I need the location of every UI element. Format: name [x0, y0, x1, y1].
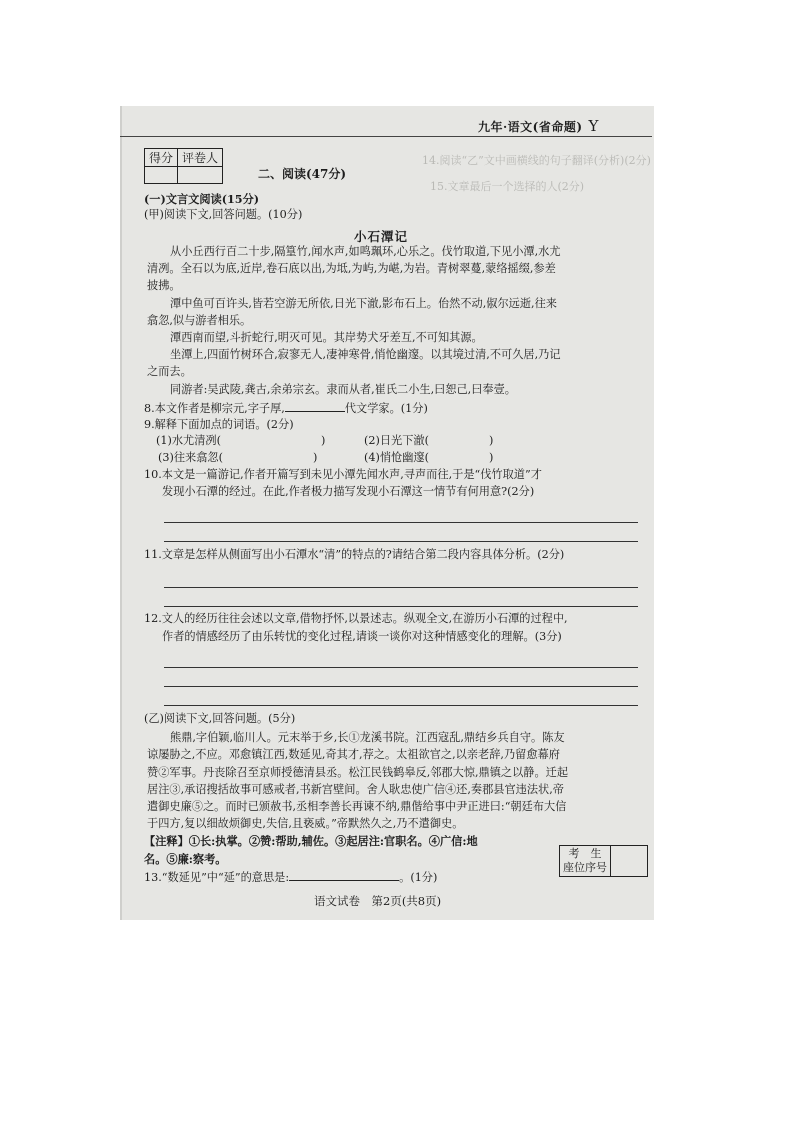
q8-text: 8.本文作者是柳宗元,字子厚, — [144, 402, 285, 415]
score-label: 得分 — [145, 149, 178, 167]
q13-answer-blank[interactable] — [289, 870, 399, 881]
q8-answer-blank[interactable] — [285, 401, 345, 412]
answer-line[interactable] — [164, 667, 638, 668]
section-title: 二、阅读(47分) — [258, 167, 347, 181]
essay2-line: 于四方,复以细故烦御史,失信,且亵威。”帝默然久之,乃不遣御史。 — [147, 817, 464, 830]
essay-line: 披拂。 — [147, 279, 181, 292]
bleed-through-text: 14.阅读“乙”文中画横线的句子翻译(分析)(2分) — [422, 154, 651, 167]
page-footer: 语文试卷 第2页(共8页) — [314, 894, 442, 908]
essay2-line: 熊鼎,字伯颖,临川人。元末举于乡,长①龙溪书院。江西寇乱,鼎结乡兵自守。陈友 — [170, 731, 565, 744]
q13-text-end: 。(1分) — [399, 871, 438, 884]
essay-line: 坐潭上,四面竹树环合,寂寥无人,凄神寒骨,悄怆幽邃。以其境过清,不可久居,乃记 — [170, 348, 561, 361]
essay-line: 潭中鱼可百许头,皆若空游无所依,日光下澈,影布石上。佁然不动,俶尔远逝,往来 — [170, 297, 557, 310]
essay-line: 从小丘西行百二十步,隔篁竹,闻水声,如鸣珮环,心乐之。伐竹取道,下见小潭,水尤 — [170, 245, 561, 258]
version-mark: Y — [588, 117, 599, 135]
part-instruction: (乙)阅读下文,回答问题。(5分) — [144, 712, 296, 725]
grader-cell[interactable] — [178, 167, 223, 184]
question-10-line: 10.本文是一篇游记,作者开篇写到未见小潭先闻水声,寻声而往,于是“伐竹取道”才 — [144, 468, 542, 481]
q9-item-3: (3)往来翕忽( ) — [158, 451, 318, 464]
grader-label: 评卷人 — [178, 149, 223, 167]
notes-line: 名。⑤廉:察考。 — [144, 852, 227, 866]
q9-item-2: (2)日光下澈( ) — [364, 434, 494, 447]
part-instruction: (甲)阅读下文,回答问题。(10分) — [144, 208, 303, 221]
question-13 — [144, 870, 437, 885]
notes-line: 【注释】①长:执掌。②赞:帮助,辅佐。③起居注:官职名。④广信:地 — [144, 834, 478, 848]
essay2-line: 居注③,承诏搜括故事可感戒者,书新宫壁间。舍人耿忠使广信④还,奏郡县官违法状,帝 — [147, 783, 564, 796]
essay2-line: 谅屡胁之,不应。邓愈镇江西,数延见,奇其才,荐之。太祖欲官之,以亲老辞,乃留愈幕府 — [147, 748, 560, 761]
question-11: 11.文章是怎样从侧面写出小石潭水“清”的特点的?请结合第二段内容具体分析。(2分) — [144, 548, 565, 561]
question-8 — [144, 401, 428, 416]
essay-line: 同游者:吴武陵,龚古,余弟宗玄。隶而从者,崔氏二小生,曰恕己,曰奉壹。 — [170, 383, 516, 396]
seat-number-box — [559, 845, 648, 877]
question-9: 9.解释下面加点的词语。(2分) — [144, 418, 294, 431]
answer-line[interactable] — [164, 587, 638, 588]
essay-line: 潭西南而望,斗折蛇行,明灭可见。其岸势犬牙差互,不可知其源。 — [170, 331, 483, 344]
page-header — [478, 117, 599, 135]
answer-line[interactable] — [164, 522, 638, 523]
score-box — [144, 148, 223, 184]
answer-line[interactable] — [164, 606, 638, 607]
header-title: 九年·语文(省命题) — [478, 120, 583, 134]
question-12-line: 作者的情感经历了由乐转忧的变化过程,请谈一谈你对这种情感变化的理解。(3分) — [162, 630, 562, 643]
essay-title: 小石潭记 — [354, 229, 409, 244]
essay2-line: 遣御史廉⑤之。而时已颁赦书,丞相李善长再谏不纳,鼎偕给事中尹正进曰:“朝廷布大信 — [147, 800, 567, 813]
score-cell[interactable] — [145, 167, 178, 184]
answer-line[interactable] — [164, 541, 638, 542]
q8-text-end: 代文学家。(1分) — [344, 402, 428, 415]
bleed-through-text: 15.文章最后一个选择的人(2分) — [430, 180, 585, 193]
q13-text: 13.“数延见”中“延”的意思是: — [144, 871, 290, 884]
essay-line: 翕忽,似与游者相乐。 — [147, 314, 252, 327]
answer-line[interactable] — [164, 686, 638, 687]
question-12-line: 12.文人的经历往往会述以文章,借物抒怀,以景述志。纵观全文,在游历小石潭的过程中, — [144, 612, 568, 625]
part-heading: (一)文言文阅读(15分) — [144, 192, 260, 206]
seat-label: 考 生 座位序号 — [560, 846, 611, 877]
q9-item-4: (4)悄怆幽邃( ) — [364, 451, 494, 464]
q9-item-1: (1)水尤清冽( ) — [156, 434, 326, 447]
question-10-line: 发现小石潭的经过。在此,作者极力描写发现小石潭这一情节有何用意?(2分) — [162, 485, 535, 498]
essay-line: 清冽。全石以为底,近岸,卷石底以出,为坻,为屿,为嵁,为岩。青树翠蔓,蒙络摇缀,参差 — [147, 262, 556, 275]
essay2-line: 赞②军事。丹丧除召至京师授德清县丞。松江民钱鹤皋反,邻郡大惊,鼎镇之以静。迁起 — [147, 766, 569, 779]
answer-line[interactable] — [164, 705, 638, 706]
seat-number-cell[interactable] — [611, 846, 648, 877]
header-divider — [120, 136, 652, 137]
essay-line: 之而去。 — [147, 365, 192, 378]
